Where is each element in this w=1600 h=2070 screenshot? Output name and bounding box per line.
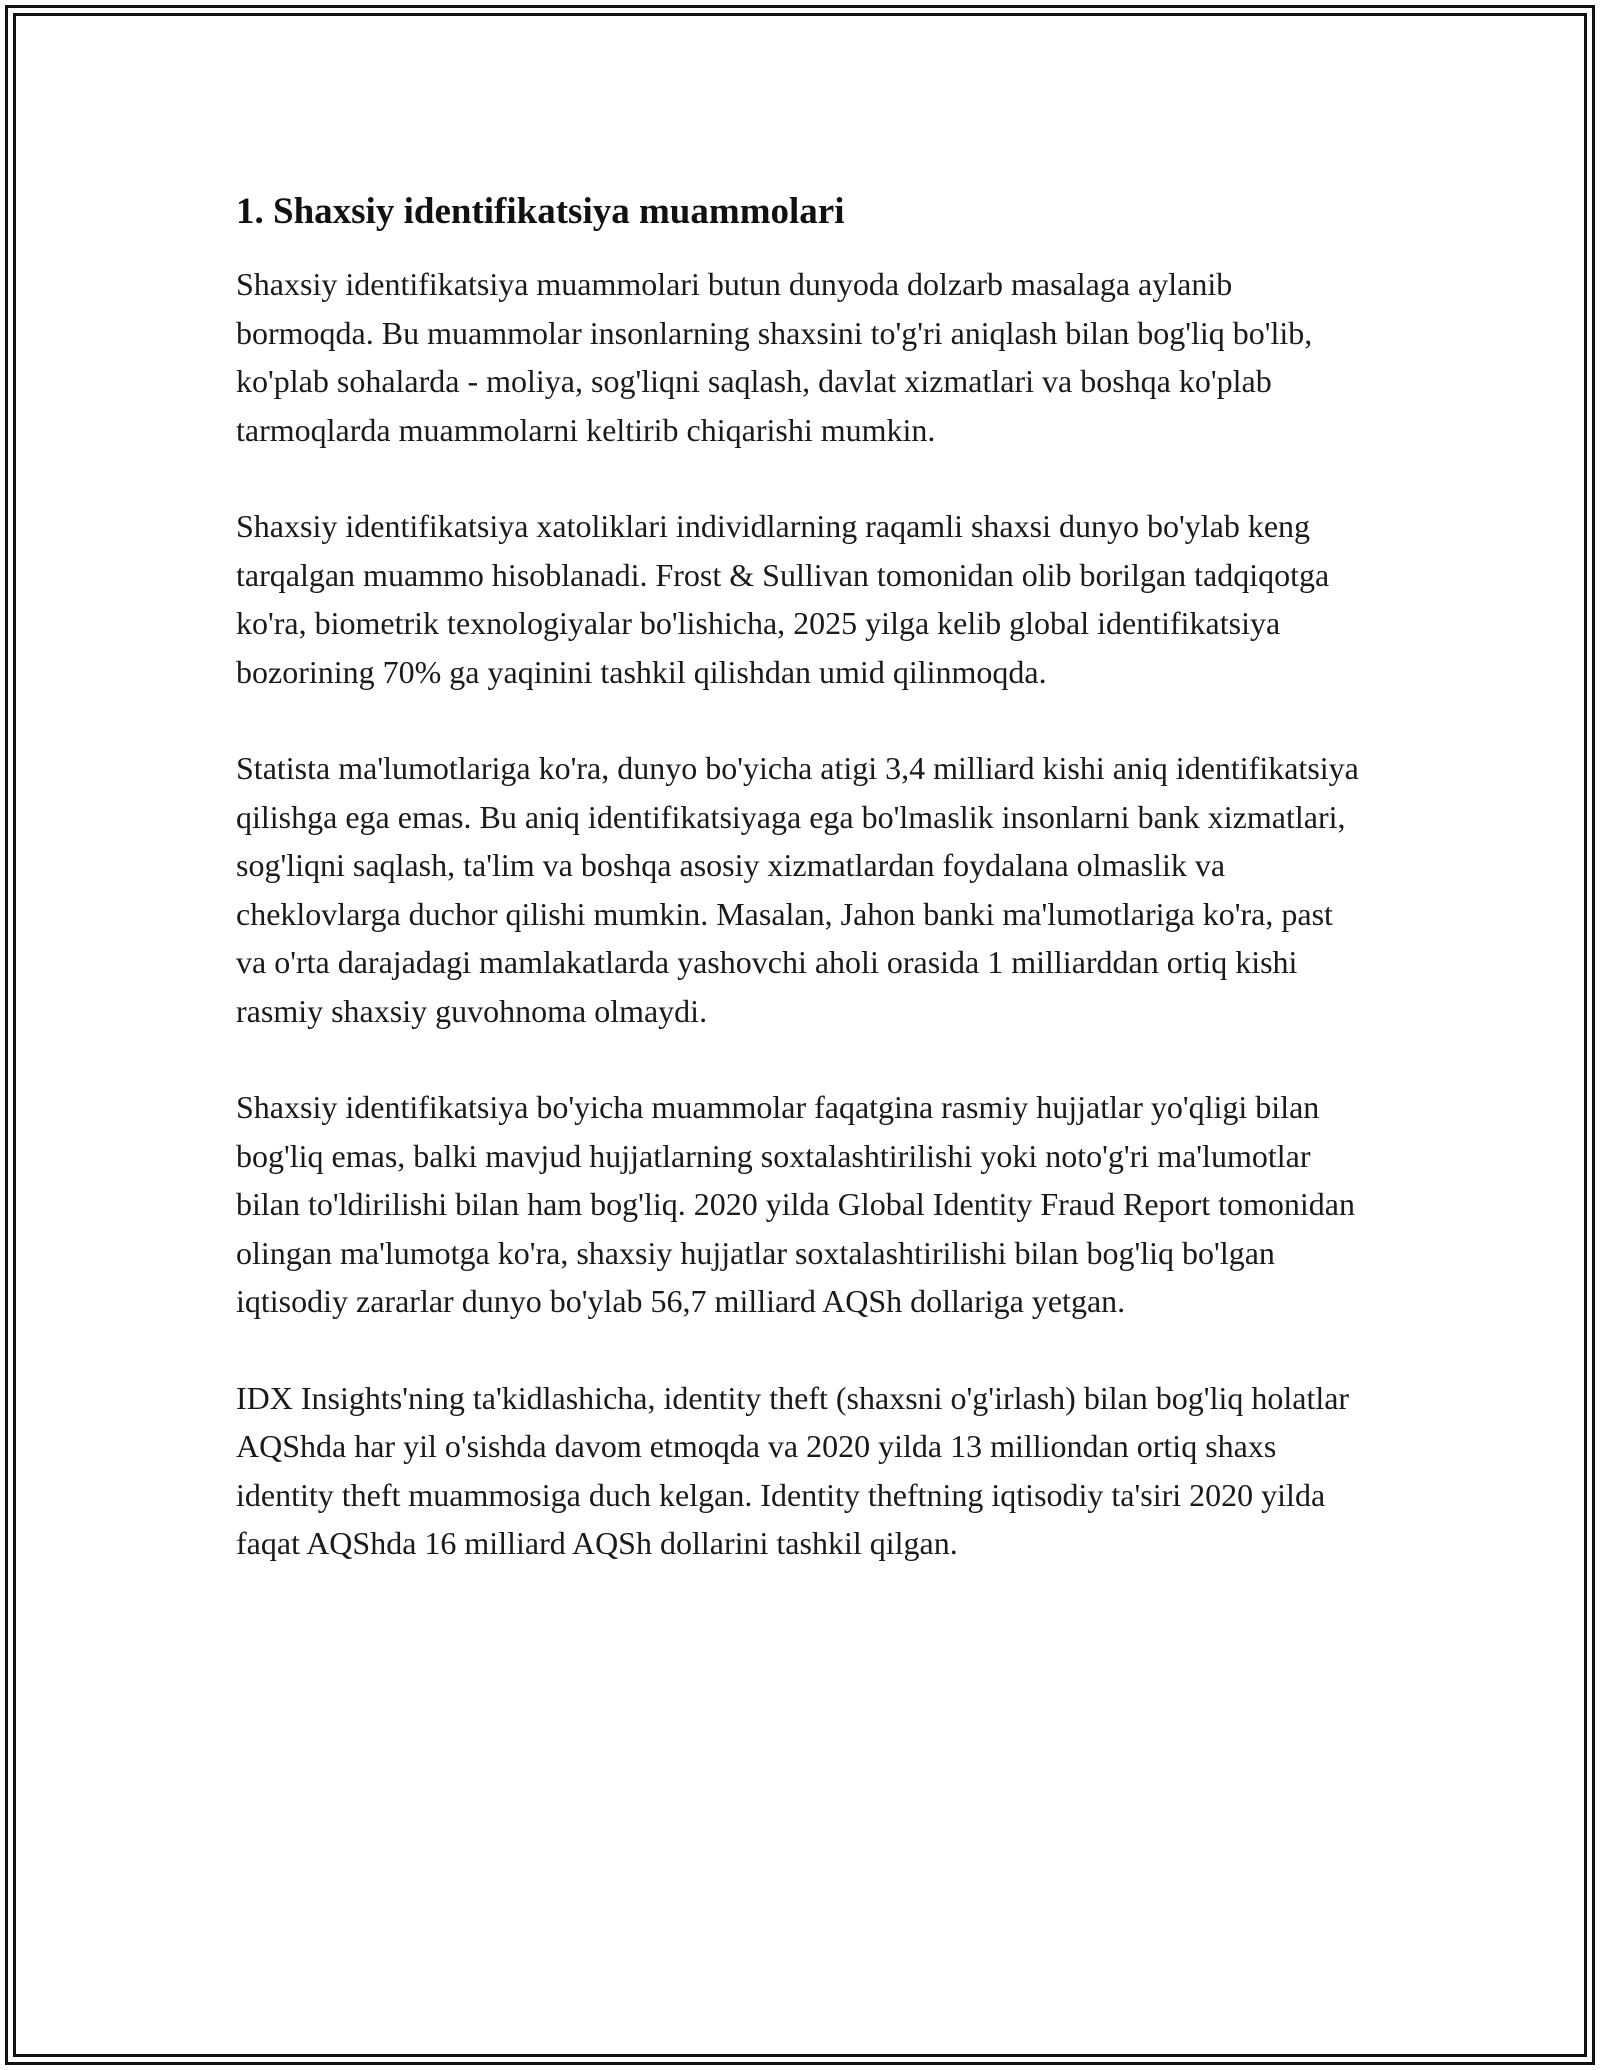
paragraph-intro: Shaxsiy identifikatsiya muammolari butun dunyoda dolzarb masalaga aylanib bormoqda. Bu muammolar insonlarning shaxsini to'g'ri aniqlash bilan bog'liq bo'lib, ko'plab sohalarda - moliya, sog'liqni saqlash, davlat xizmatlari va boshqa ko'plab tarmoqlarda muammolarni keltirib chiqarishi mumkin. bbox=[236, 266, 1313, 448]
paragraph-identity-theft: IDX Insights'ning ta'kidlashicha, identity theft (shaxsni o'g'irlash) bilan bog'liq holatlar AQShda har yil o'sishda davom etmoqda va 2020 yilda 13 milliondan ortiq shaxs identity theft muammosiga duch kelgan. Identity theftning iqtisodiy ta'siri 2020 yilda faqat AQShda 16 milliard AQSh dollarini tashkil qilgan. bbox=[236, 1379, 1350, 1561]
paragraph-document-fraud: Shaxsiy identifikatsiya bo'yicha muammolar faqatgina rasmiy hujjatlar yo'qligi bilan bog'liq emas, balki mavjud hujjatlarning soxtalashtirilishi yoki noto'g'ri ma'lumotlar bilan to'ldirilishi bilan ham bog'liq. 2020 yilda Global Identity Fraud Report tomonidan olingan ma'lumotga ko'ra, shaxsiy hujjatlar soxtalashtirilishi bilan bog'liq bo'lgan iqtisodiy zararlar dunyo bo'ylab 56,7 milliard AQSh dollariga yetgan. bbox=[236, 1089, 1355, 1319]
paragraph-statista-data: Statista ma'lumotlariga ko'ra, dunyo bo'yicha atigi 3,4 milliard kishi aniq identifikatsiya qilishga ega emas. Bu aniq identifikatsiyaga ega bo'lmaslik insonlarni bank xizmatlari, sog'liqni saqlash, ta'lim va boshqa asosiy xizmatlardan foydalana olmaslik va cheklovlarga duchor qilishi mumkin. Masalan, Jahon banki ma'lumotlariga ko'ra, past va o'rta darajadagi mamlakatlarda yashovchi aholi orasida 1 milliarddan ortiq kishi rasmiy shaxsiy guvohnoma olmaydi. bbox=[236, 750, 1359, 1029]
paragraph-identification-errors: Shaxsiy identifikatsiya xatoliklari individlarning raqamli shaxsi dunyo bo'ylab keng tarqalgan muammo hisoblanadi. Frost & Sullivan tomonidan olib borilgan tadqiqotga ko'ra, biometrik texnologiyalar bo'lishicha, 2025 yilga kelib global identifikatsiya bozorining 70% ga yaqinini tashkil qilishdan umid qilinmoqda. bbox=[236, 508, 1330, 690]
document-body bbox=[236, 188, 1366, 1616]
section-heading: 1. Shaxsiy identifikatsiya muammolari bbox=[236, 191, 845, 232]
